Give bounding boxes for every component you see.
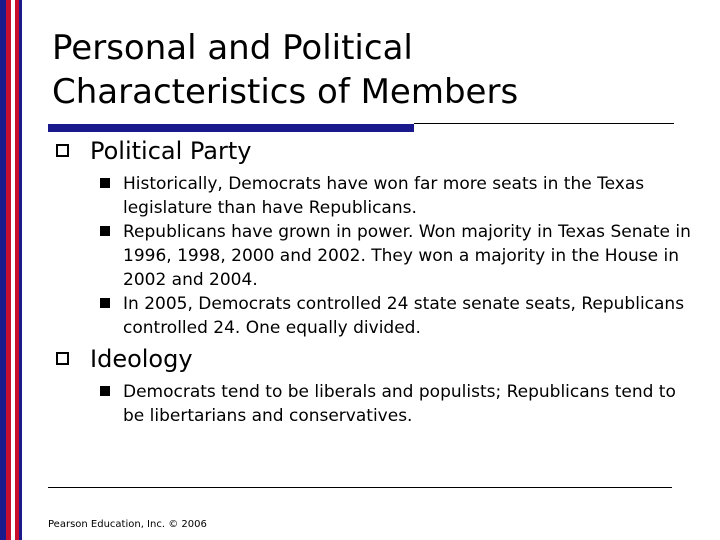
title-line-1: Personal and Political	[52, 28, 413, 68]
slide-body	[56, 136, 696, 428]
left-decorative-stripes	[0, 0, 26, 540]
slide-title	[52, 26, 692, 114]
navy-stripe-2	[19, 0, 22, 540]
bullet-item: Republicans have grown in power. Won majority in Texas Senate in 1996, 1998, 2000 and 2002. They won a majority in the House in 2002 and 2004.	[56, 220, 696, 292]
footer-copyright: Pearson Education, Inc. © 2006	[48, 519, 207, 530]
title-line-2: Characteristics of Members	[52, 72, 519, 112]
title-underline-bar	[48, 124, 414, 132]
section-heading-political-party: Political Party	[56, 136, 696, 166]
filled-square-bullet-icon	[100, 386, 110, 396]
section-heading-ideology: Ideology	[56, 344, 696, 374]
hollow-square-bullet-icon	[56, 352, 69, 365]
filled-square-bullet-icon	[100, 226, 110, 236]
filled-square-bullet-icon	[100, 178, 110, 188]
hollow-square-bullet-icon	[56, 144, 69, 157]
footer-rule	[48, 487, 672, 488]
bullet-item: In 2005, Democrats controlled 24 state senate seats, Republicans controlled 24. One equally divided.	[56, 292, 696, 340]
bullet-item: Historically, Democrats have won far more seats in the Texas legislature than have Republicans.	[56, 172, 696, 220]
bullet-item: Democrats tend to be liberals and populists; Republicans tend to be libertarians and conservatives.	[56, 380, 696, 428]
title-underline-rule	[414, 123, 674, 124]
filled-square-bullet-icon	[100, 298, 110, 308]
